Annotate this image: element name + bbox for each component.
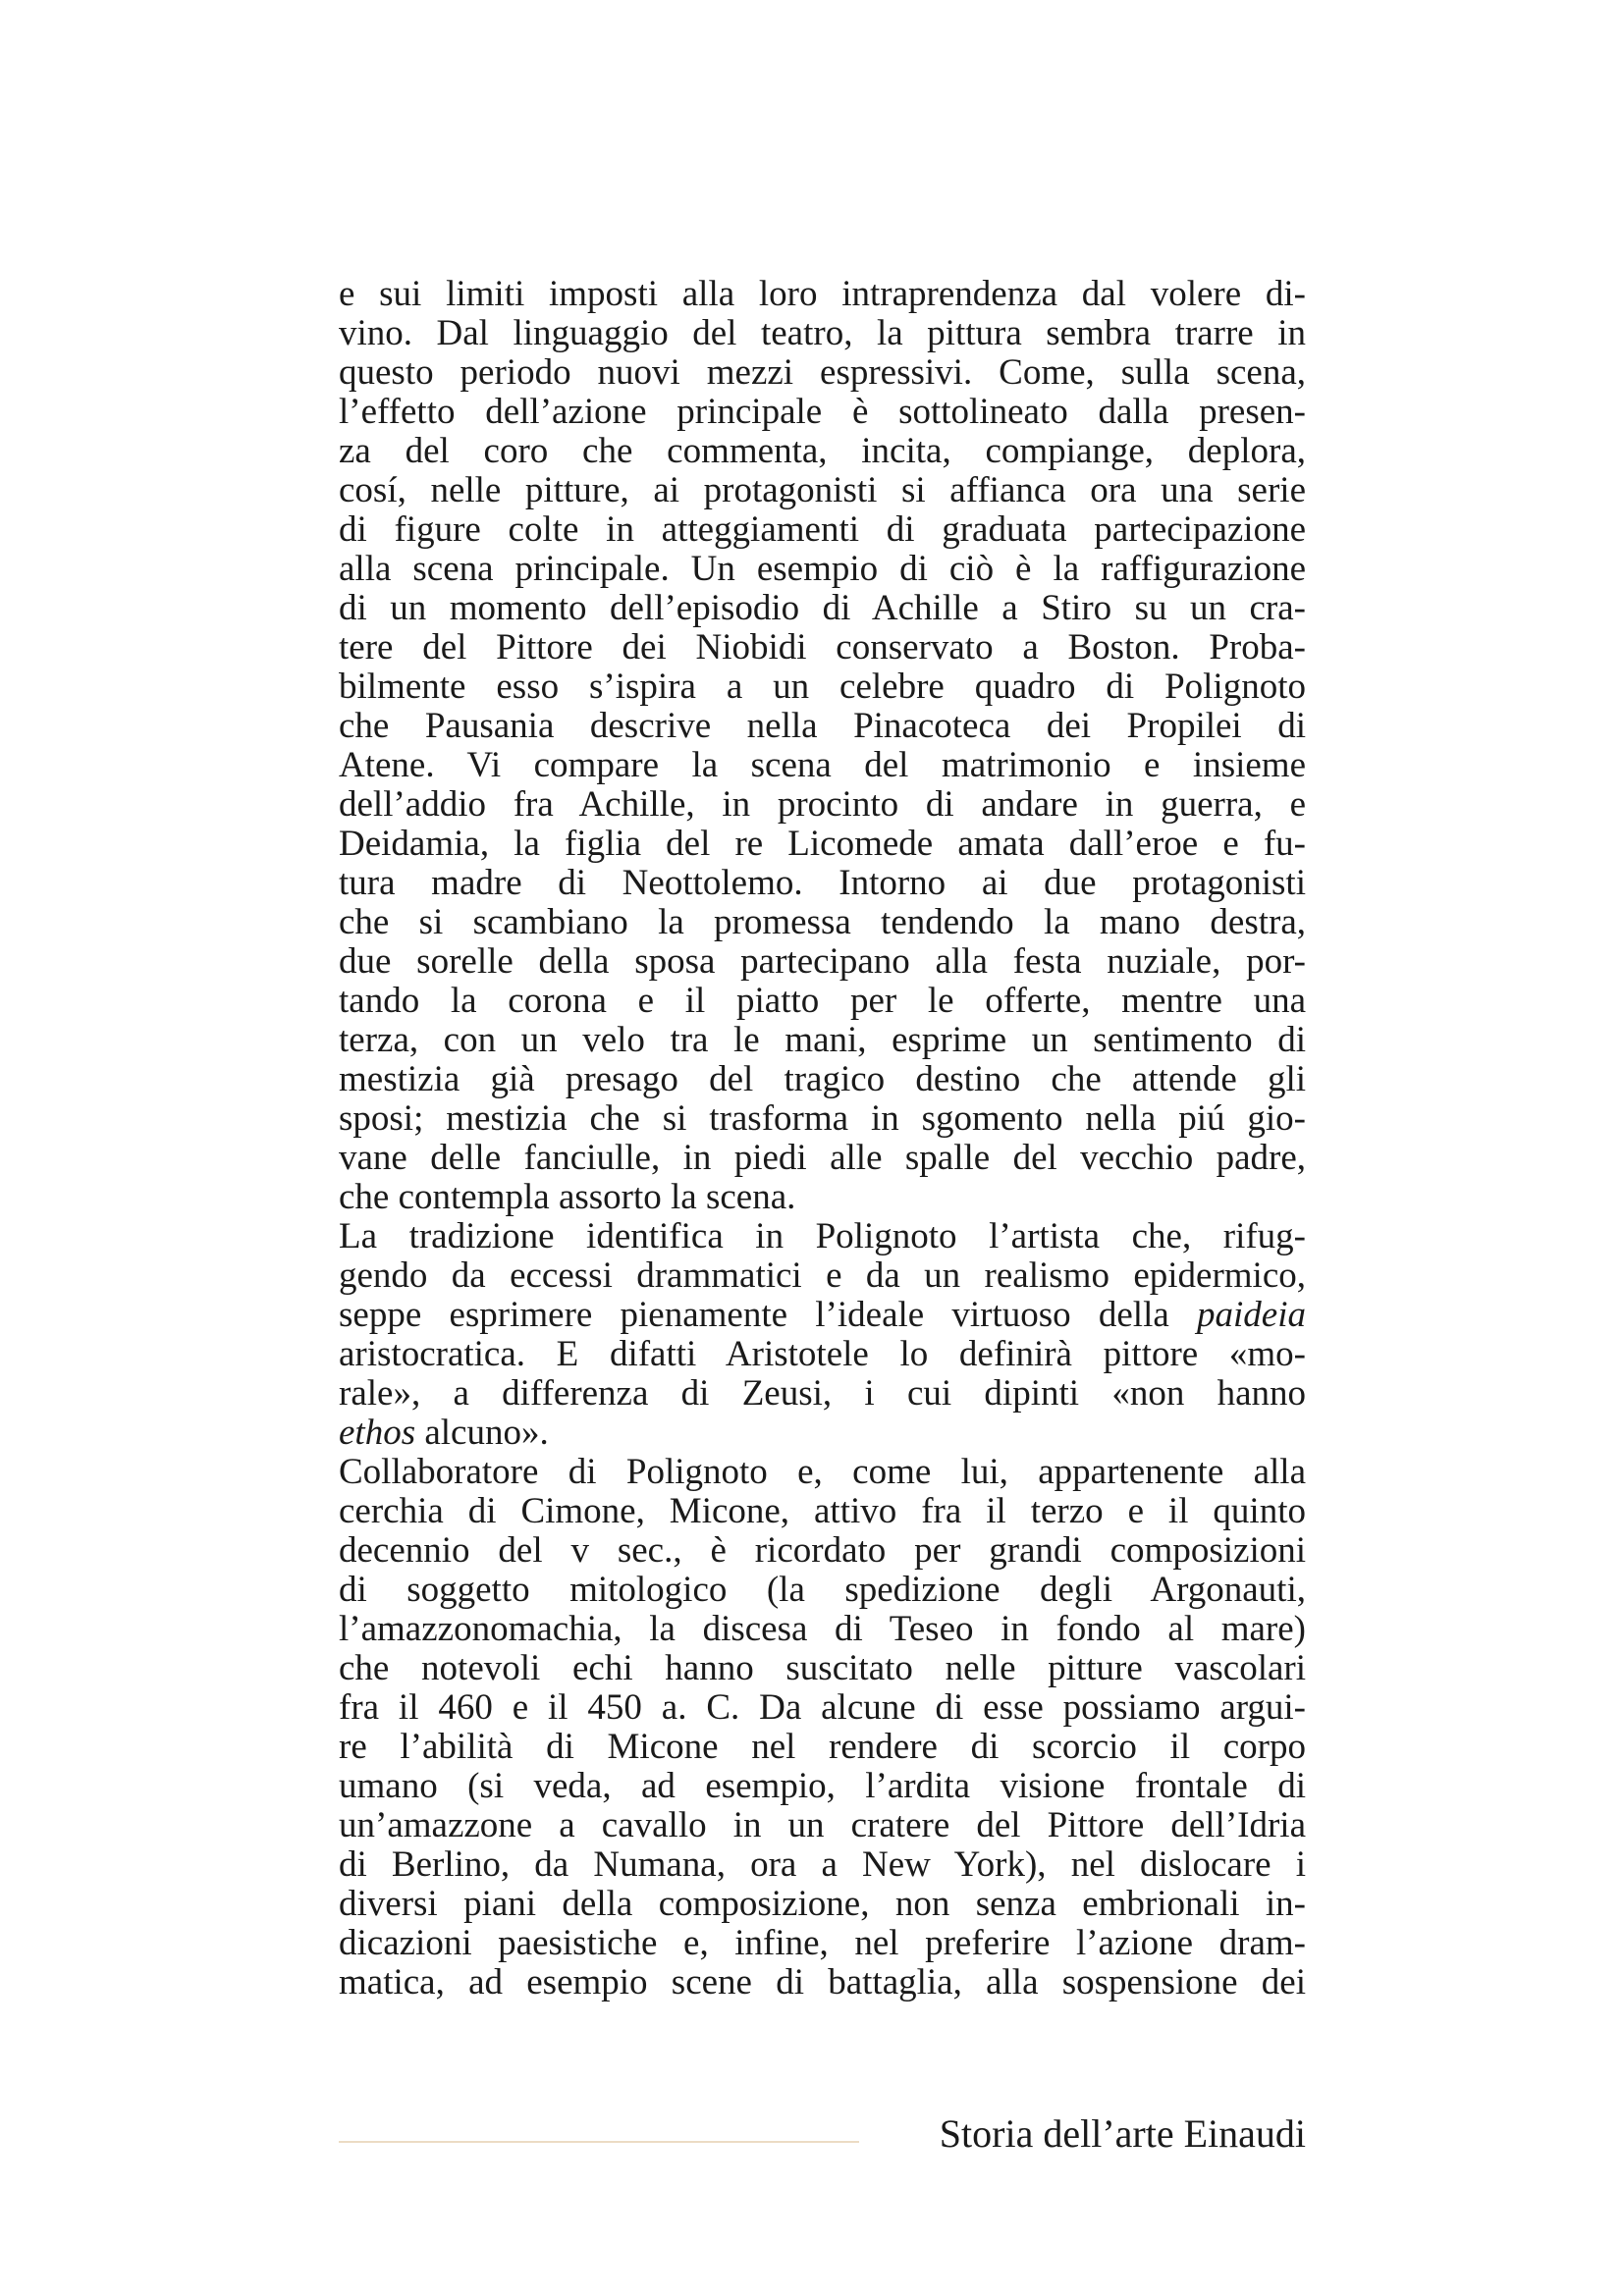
text-line-content: tura madre di Neottolemo. Intorno ai due protagonisti bbox=[339, 863, 1306, 903]
text-line-content: vane delle fanciulle, in piedi alle spalle del vecchio padre, bbox=[339, 1138, 1306, 1178]
text-line bbox=[339, 314, 1306, 353]
text-line-content: l’effetto dell’azione principale è sottolineato dalla presen- bbox=[339, 392, 1306, 432]
text-line bbox=[339, 1492, 1306, 1531]
text-line bbox=[339, 1963, 1306, 2002]
text-line bbox=[339, 550, 1306, 589]
text-line-content: decennio del v sec., è ricordato per grandi composizioni bbox=[339, 1530, 1306, 1571]
text-line-content: di figure colte in atteggiamenti di graduata partecipazione bbox=[339, 509, 1306, 550]
text-line-content: umano (si veda, ad esempio, l’ardita visione frontale di bbox=[339, 1766, 1306, 1806]
text-line-content: l’amazzonomachia, la discesa di Teseo in fondo al mare) bbox=[339, 1609, 1306, 1649]
text-line bbox=[339, 628, 1306, 667]
text-line-content: che si scambiano la promessa tendendo la mano destra, bbox=[339, 902, 1306, 942]
text-line bbox=[339, 785, 1306, 825]
text-line bbox=[339, 746, 1306, 785]
text-line bbox=[339, 1139, 1306, 1178]
text-line-content: alcuno». bbox=[415, 1413, 549, 1453]
text-line-content: che contempla assorto la scena. bbox=[339, 1177, 796, 1217]
text-line bbox=[339, 864, 1306, 903]
text-line-content: dell’addio fra Achille, in procinto di andare in guerra, e bbox=[339, 784, 1306, 825]
text-line bbox=[339, 982, 1306, 1021]
text-line-content: dicazioni paesistiche e, infine, nel preferire l’azione dram- bbox=[339, 1923, 1306, 1963]
text-line bbox=[339, 1845, 1306, 1885]
text-line-content: rale», a differenza di Zeusi, i cui dipinti «non hanno bbox=[339, 1373, 1306, 1414]
text-line-content: sposi; mestizia che si trasforma in sgomento nella piú gio- bbox=[339, 1098, 1306, 1139]
footer-title: Storia dell’arte Einaudi bbox=[939, 2111, 1306, 2156]
text-line bbox=[339, 1296, 1306, 1335]
footer-rule bbox=[339, 2141, 859, 2143]
text-line-content: di Berlino, da Numana, ora a New York), nel dislocare i bbox=[339, 1844, 1306, 1885]
text-line-content: di un momento dell’episodio di Achille a Stiro su un cra- bbox=[339, 588, 1306, 628]
text-line bbox=[339, 1688, 1306, 1728]
text-line bbox=[339, 432, 1306, 471]
text-line bbox=[339, 1099, 1306, 1139]
text-line bbox=[339, 589, 1306, 628]
text-line bbox=[339, 275, 1306, 314]
text-line-content: matica, ad esempio scene di battaglia, alla sospensione dei bbox=[339, 1962, 1306, 2002]
text-line-content: bilmente esso s’ispira a un celebre quadro di Polignoto bbox=[339, 667, 1306, 707]
text-line bbox=[339, 1256, 1306, 1296]
text-line bbox=[339, 1728, 1306, 1767]
page-footer bbox=[339, 2109, 1306, 2167]
text-line-content: diversi piani della composizione, non senza embrionali in- bbox=[339, 1884, 1306, 1924]
text-line bbox=[339, 667, 1306, 707]
text-line-content: cerchia di Cimone, Micone, attivo fra il terzo e il quinto bbox=[339, 1491, 1306, 1531]
text-line bbox=[339, 707, 1306, 746]
text-line bbox=[339, 1806, 1306, 1845]
text-line-content: re l’abilità di Micone nel rendere di scorcio il corpo bbox=[339, 1727, 1306, 1767]
text-line bbox=[339, 1767, 1306, 1806]
text-line bbox=[339, 393, 1306, 432]
text-line-content: gendo da eccessi drammatici e da un realismo epidermico, bbox=[339, 1255, 1306, 1296]
text-line bbox=[339, 1885, 1306, 1924]
text-line-content: che notevoli echi hanno suscitato nelle pitture vascolari bbox=[339, 1648, 1306, 1688]
text-line bbox=[339, 825, 1306, 864]
text-line bbox=[339, 903, 1306, 942]
text-line-content: di soggetto mitologico (la spedizione degli Argonauti, bbox=[339, 1570, 1306, 1610]
text-line-content: terza, con un velo tra le mani, esprime un sentimento di bbox=[339, 1020, 1306, 1060]
text-line bbox=[339, 353, 1306, 393]
text-line bbox=[339, 1610, 1306, 1649]
text-line-content: aristocratica. E difatti Aristotele lo definirà pittore «mo- bbox=[339, 1334, 1306, 1374]
text-line-content: Atene. Vi compare la scena del matrimonio e insieme bbox=[339, 745, 1306, 785]
text-line bbox=[339, 1021, 1306, 1060]
text-line-content: tando la corona e il piatto per le offerte, mentre una bbox=[339, 981, 1306, 1021]
body-text bbox=[339, 275, 1306, 2002]
text-line-content: e sui limiti imposti alla loro intraprendenza dal volere di- bbox=[339, 274, 1306, 314]
text-line-content: questo periodo nuovi mezzi espressivi. Come, sulla scena, bbox=[339, 352, 1306, 393]
text-line bbox=[339, 1374, 1306, 1414]
text-line-content: che Pausania descrive nella Pinacoteca dei Propilei di bbox=[339, 706, 1306, 746]
text-line-content: due sorelle della sposa partecipano alla festa nuziale, por- bbox=[339, 941, 1306, 982]
text-line-content: za del coro che commenta, incita, compiange, deplora, bbox=[339, 431, 1306, 471]
italic-term: paideia bbox=[1197, 1295, 1306, 1335]
text-line bbox=[339, 1060, 1306, 1099]
text-line-content: cosí, nelle pitture, ai protagonisti si affianca ora una serie bbox=[339, 470, 1306, 510]
text-line bbox=[339, 1414, 1306, 1453]
text-line bbox=[339, 942, 1306, 982]
text-line bbox=[339, 1217, 1306, 1256]
text-line bbox=[339, 1649, 1306, 1688]
text-line-content: mestizia già presago del tragico destino che attende gli bbox=[339, 1059, 1306, 1099]
text-line bbox=[339, 1335, 1306, 1374]
text-line bbox=[339, 1531, 1306, 1571]
text-line bbox=[339, 1571, 1306, 1610]
text-line-content: tere del Pittore dei Niobidi conservato a Boston. Proba- bbox=[339, 627, 1306, 667]
italic-term: ethos bbox=[339, 1413, 416, 1453]
text-line bbox=[339, 1453, 1306, 1492]
text-line-content: La tradizione identifica in Polignoto l’artista che, rifug- bbox=[339, 1216, 1306, 1256]
text-line-content: alla scena principale. Un esempio di ciò è la raffigurazione bbox=[339, 549, 1306, 589]
text-line bbox=[339, 471, 1306, 510]
text-line-content: Collaboratore di Polignoto e, come lui, appartenente alla bbox=[339, 1452, 1306, 1492]
text-line bbox=[339, 510, 1306, 550]
text-line-content: vino. Dal linguaggio del teatro, la pittura sembra trarre in bbox=[339, 313, 1306, 353]
text-line-content: Deidamia, la figlia del re Licomede amata dall’eroe e fu- bbox=[339, 824, 1306, 864]
text-line-content: un’amazzone a cavallo in un cratere del Pittore dell’Idria bbox=[339, 1805, 1306, 1845]
text-line-content: fra il 460 e il 450 a. C. Da alcune di esse possiamo argui- bbox=[339, 1687, 1306, 1728]
text-line bbox=[339, 1924, 1306, 1963]
text-line bbox=[339, 1178, 1306, 1217]
text-line-content: seppe esprimere pienamente l’ideale virtuoso della bbox=[339, 1295, 1198, 1335]
